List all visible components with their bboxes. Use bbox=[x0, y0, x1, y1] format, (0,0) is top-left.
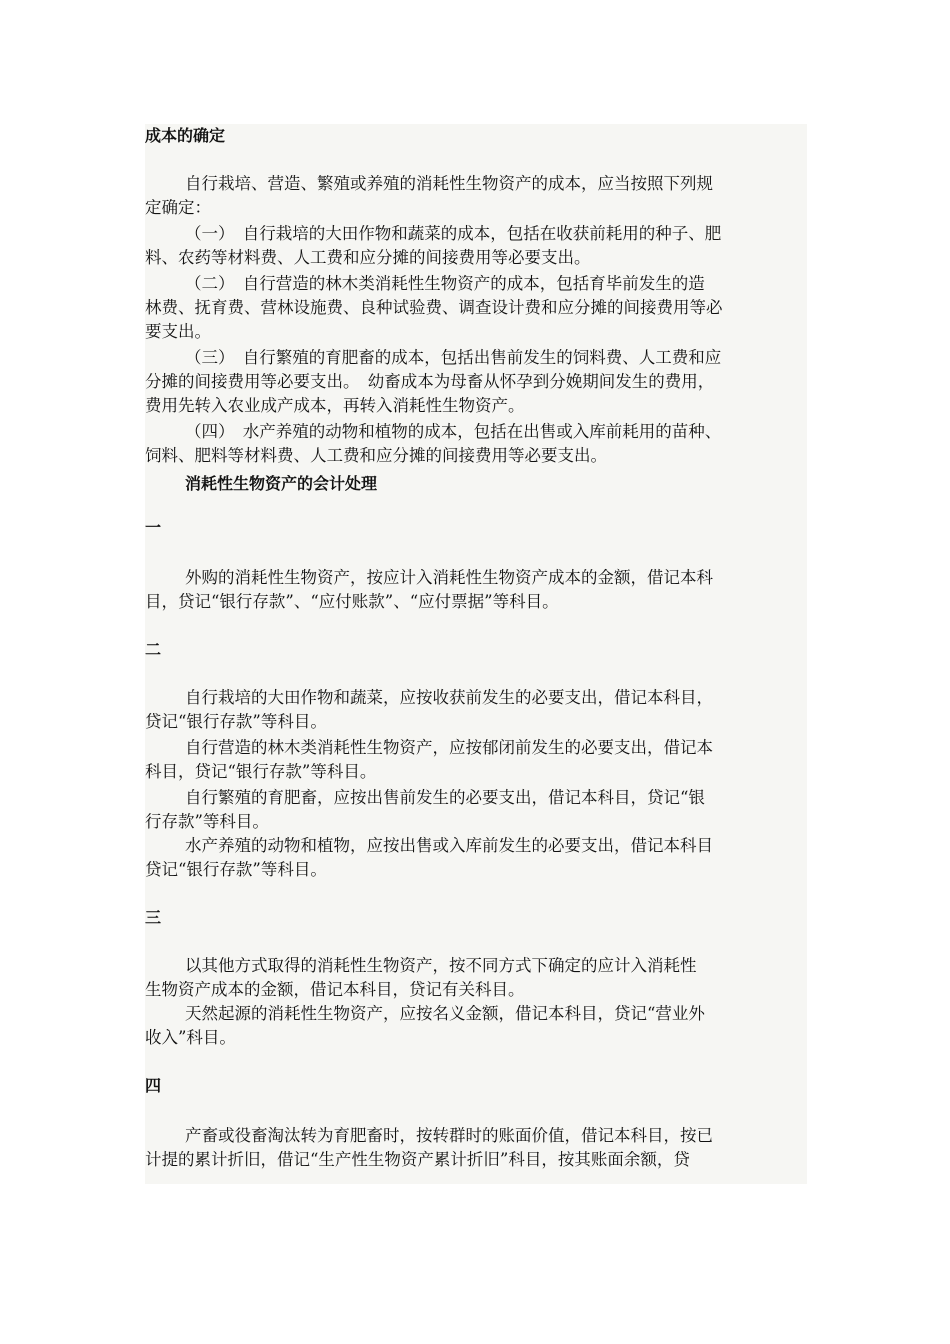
paragraph-line: 自行栽培的大田作物和蔬菜，应按收获前发生的必要支出，借记本科目， bbox=[185, 688, 713, 707]
paragraph-line: 料、农药等材料费、人工费和应分摊的间接费用等必要支出。 bbox=[145, 248, 591, 267]
paragraph-line: 自行栽培、营造、繁殖或养殖的消耗性生物资产的成本，应当按照下列规 bbox=[185, 174, 713, 193]
heading-4: 四 bbox=[145, 1076, 162, 1095]
document-page bbox=[145, 124, 807, 1184]
paragraph-line: （三） 自行繁殖的育肥畜的成本，包括出售前发生的饲料费、人工费和应 bbox=[185, 348, 722, 367]
heading-2: 二 bbox=[145, 640, 162, 659]
paragraph-line: 收入”科目。 bbox=[145, 1028, 236, 1047]
paragraph-line: 费用先转入农业成产成本，再转入消耗性生物资产。 bbox=[145, 396, 525, 415]
section-subtitle: 消耗性生物资产的会计处理 bbox=[185, 474, 378, 493]
paragraph-line: 天然起源的消耗性生物资产，应按名义金额，借记本科目，贷记“营业外 bbox=[185, 1004, 705, 1023]
paragraph-line: 定确定： bbox=[145, 198, 211, 217]
paragraph-line: （四） 水产养殖的动物和植物的成本，包括在出售或入库前耗用的苗种、 bbox=[185, 422, 722, 441]
paragraph-line: 要支出。 bbox=[145, 322, 211, 341]
paragraph-line: 分摊的间接费用等必要支出。 幼畜成本为母畜从怀孕到分娩期间发生的费用， bbox=[145, 372, 715, 391]
paragraph-line: 林费、抚育费、营林设施费、良种试验费、调查设计费和应分摊的间接费用等必 bbox=[145, 298, 723, 317]
paragraph-line: 计提的累计折旧，借记“生产性生物资产累计折旧”科目，按其账面余额，贷 bbox=[145, 1150, 690, 1169]
paragraph-line: 贷记“银行存款”等科目。 bbox=[145, 712, 327, 731]
heading-1: 一 bbox=[145, 518, 162, 537]
heading-3: 三 bbox=[145, 908, 162, 927]
paragraph-line: （一） 自行栽培的大田作物和蔬菜的成本，包括在收获前耗用的种子、肥 bbox=[185, 224, 722, 243]
paragraph-line: 自行繁殖的育肥畜，应按出售前发生的必要支出，借记本科目，贷记“银 bbox=[185, 788, 705, 807]
paragraph-line: 自行营造的林木类消耗性生物资产，应按郁闭前发生的必要支出，借记本 bbox=[185, 738, 713, 757]
paragraph-line: 科目，贷记“银行存款”等科目。 bbox=[145, 762, 377, 781]
paragraph-line: 生物资产成本的金额，借记本科目，贷记有关科目。 bbox=[145, 980, 525, 999]
paragraph-line: 外购的消耗性生物资产，按应计入消耗性生物资产成本的金额，借记本科 bbox=[185, 568, 713, 587]
paragraph-line: 水产养殖的动物和植物，应按出售或入库前发生的必要支出，借记本科目 bbox=[185, 836, 713, 855]
paragraph-line: （二） 自行营造的林木类消耗性生物资产的成本，包括育毕前发生的造 bbox=[185, 274, 705, 293]
paragraph-line: 产畜或役畜淘汰转为育肥畜时，按转群时的账面价值，借记本科目，按已 bbox=[185, 1126, 713, 1145]
paragraph-line: 以其他方式取得的消耗性生物资产，按不同方式下确定的应计入消耗性 bbox=[185, 956, 697, 975]
section-title: 成本的确定 bbox=[145, 126, 226, 145]
paragraph-line: 目，贷记“银行存款”、“应付账款”、“应付票据”等科目。 bbox=[145, 592, 559, 611]
paragraph-line: 贷记“银行存款”等科目。 bbox=[145, 860, 327, 879]
paragraph-line: 饲料、肥料等材料费、人工费和应分摊的间接费用等必要支出。 bbox=[145, 446, 607, 465]
paragraph-line: 行存款”等科目。 bbox=[145, 812, 269, 831]
